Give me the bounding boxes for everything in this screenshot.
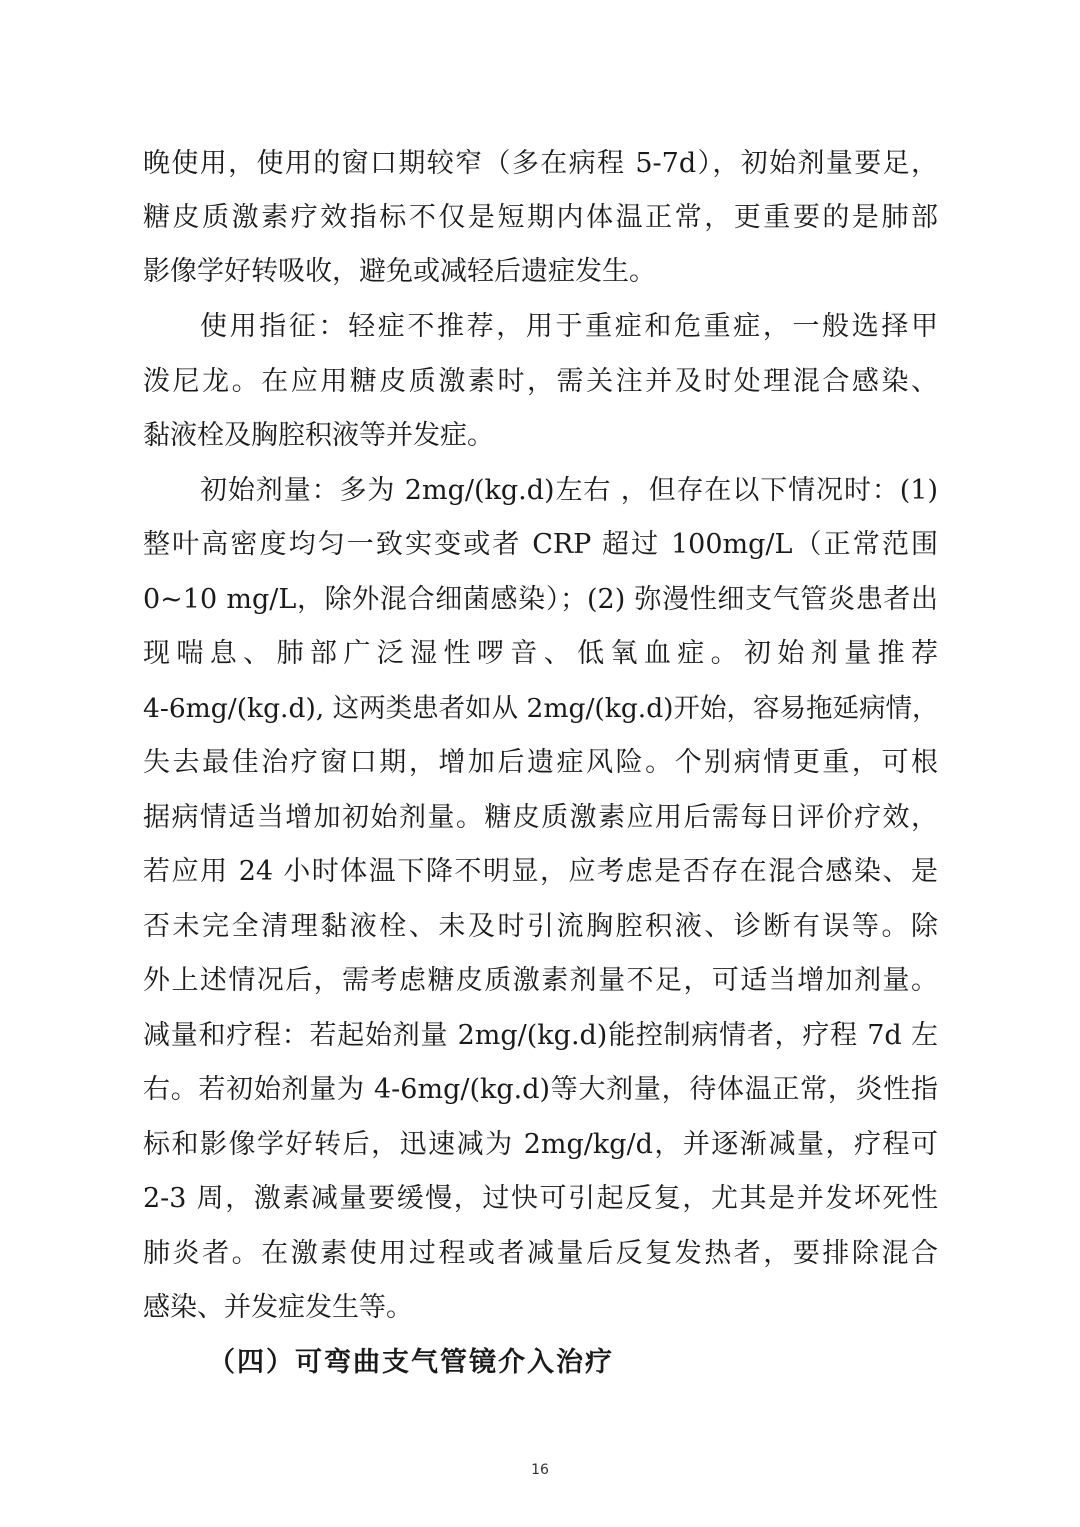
text-line: 右。若初始剂量为 4-6mg/(kg.d)等大剂量，待体温正常，炎性指 (143, 1074, 938, 1105)
text-line: 感染、并发症发生等。 (143, 1292, 413, 1323)
text-line: 整叶高密度均匀一致实变或者 CRP 超过 100mg/L（正常范围 (143, 529, 938, 560)
text-line: 2-3 周，激素减量要缓慢，过快可引起反复，尤其是并发坏死性 (143, 1183, 938, 1214)
text-line: 标和影像学好转后，迅速减为 2mg/kg/d，并逐渐减量，疗程可 (143, 1129, 938, 1160)
text-line: 4-6mg/(kg.d), 这两类患者如从 2mg/(kg.d)开始，容易拖延病情， (143, 693, 939, 724)
text-line: 黏液栓及胸腔积液等并发症。 (143, 420, 494, 451)
text-line: 失去最佳治疗窗口期，增加后遗症风险。个别病情更重，可根 (143, 747, 938, 778)
text-line: 减量和疗程：若起始剂量 2mg/(kg.d)能控制病情者，疗程 7d 左 (143, 1020, 938, 1051)
text-line: 影像学好转吸收，避免或减轻后遗症发生。 (143, 256, 656, 287)
text-line: 外上述情况后，需考虑糖皮质激素剂量不足，可适当增加剂量。 (143, 965, 938, 996)
text-line: 使用指征：轻症不推荐，用于重症和危重症，一般选择甲 (200, 311, 938, 342)
text-line: 初始剂量：多为 2mg/(kg.d)左右 ，但存在以下情况时：(1) (200, 475, 938, 506)
text-line: 晚使用，使用的窗口期较窄（多在病程 5-7d），初始剂量要足， (143, 148, 938, 179)
text-line: 泼尼龙。在应用糖皮质激素时，需关注并及时处理混合感染、 (143, 366, 938, 397)
text-line: 糖皮质激素疗效指标不仅是短期内体温正常，更重要的是肺部 (143, 202, 938, 233)
text-line: 现喘息、肺部广泛湿性啰音、低氧血症。初始剂量推荐 (143, 638, 938, 669)
text-line: 肺炎者。在激素使用过程或者减量后反复发热者，要排除混合 (143, 1238, 938, 1269)
page-number: 16 (531, 1462, 549, 1478)
text-line: 否未完全清理黏液栓、未及时引流胸腔积液、诊断有误等。除 (143, 911, 938, 942)
text-line: 若应用 24 小时体温下降不明显，应考虑是否存在混合感染、是 (143, 856, 938, 887)
text-line: 0~10 mg/L，除外混合细菌感染）；(2) 弥漫性细支气管炎患者出 (143, 584, 938, 615)
text-line: 据病情适当增加初始剂量。糖皮质激素应用后需每日评价疗效， (143, 802, 938, 833)
section-heading: （四）可弯曲支气管镜介入治疗 (208, 1347, 614, 1378)
